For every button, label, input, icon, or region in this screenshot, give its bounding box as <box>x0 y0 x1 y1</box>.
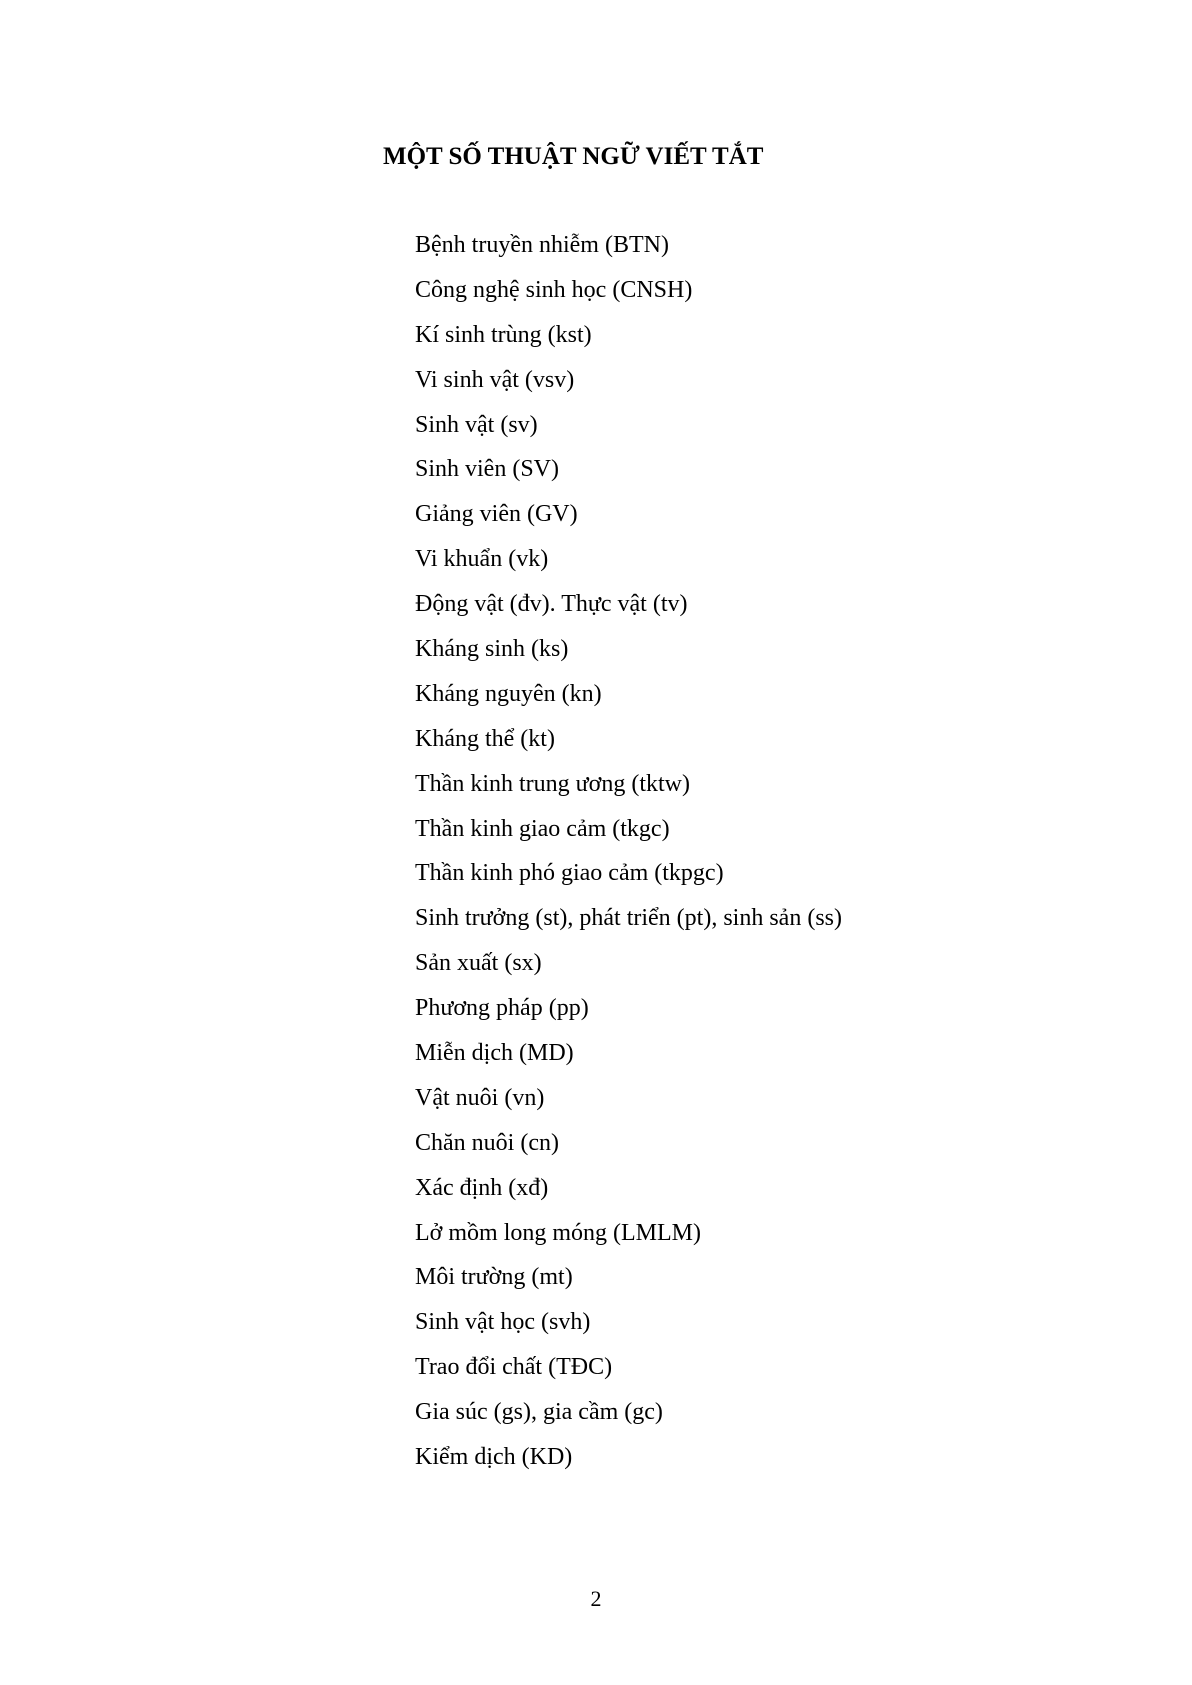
list-item: Sinh vật (sv) <box>415 411 538 438</box>
list-item: Kháng nguyên (kn) <box>415 680 602 707</box>
list-item: Phương pháp (pp) <box>415 995 589 1022</box>
list-item: Sản xuất (sx) <box>415 950 542 977</box>
list-item: Công nghệ sinh học (CNSH) <box>415 276 693 303</box>
list-item: Vật nuôi (vn) <box>415 1084 545 1111</box>
list-item: Sinh trưởng (st), phát triển (pt), sinh sản (ss) <box>415 905 842 932</box>
list-item: Vi khuẩn (vk) <box>415 546 549 573</box>
list-item: Môi trường (mt) <box>415 1264 573 1291</box>
list-item: Sinh vật học (svh) <box>415 1309 591 1336</box>
list-item: Sinh viên (SV) <box>415 456 559 483</box>
list-item: Thần kinh trung ương (tktw) <box>415 770 690 797</box>
list-item: Kí sinh trùng (kst) <box>415 321 592 348</box>
page-number: 2 <box>590 1586 602 1611</box>
list-item: Xác định (xđ) <box>415 1174 549 1201</box>
list-item: Giảng viên (GV) <box>415 501 578 528</box>
list-item: Kiểm dịch (KD) <box>415 1444 573 1471</box>
list-item: Chăn nuôi (cn) <box>415 1129 559 1156</box>
list-item: Thần kinh giao cảm (tkgc) <box>415 815 670 842</box>
list-item: Trao đổi chất (TĐC) <box>415 1354 613 1381</box>
list-item: Kháng sinh (ks) <box>415 636 569 663</box>
list-item: Thần kinh phó giao cảm (tkpgc) <box>415 860 724 887</box>
list-item: Miễn dịch (MD) <box>415 1040 574 1067</box>
abbreviation-list <box>415 228 842 1485</box>
list-item: Bệnh truyền nhiễm (BTN) <box>415 232 669 258</box>
list-item: Vi sinh vật (vsv) <box>415 366 575 393</box>
list-item: Động vật (đv). Thực vật (tv) <box>415 591 688 618</box>
list-item: Gia súc (gs), gia cầm (gc) <box>415 1399 663 1426</box>
page-title: MỘT SỐ THUẬT NGỮ VIẾT TẮT <box>383 143 764 170</box>
list-item: Lở mồm long móng (LMLM) <box>415 1219 702 1246</box>
list-item: Kháng thể (kt) <box>415 725 555 752</box>
